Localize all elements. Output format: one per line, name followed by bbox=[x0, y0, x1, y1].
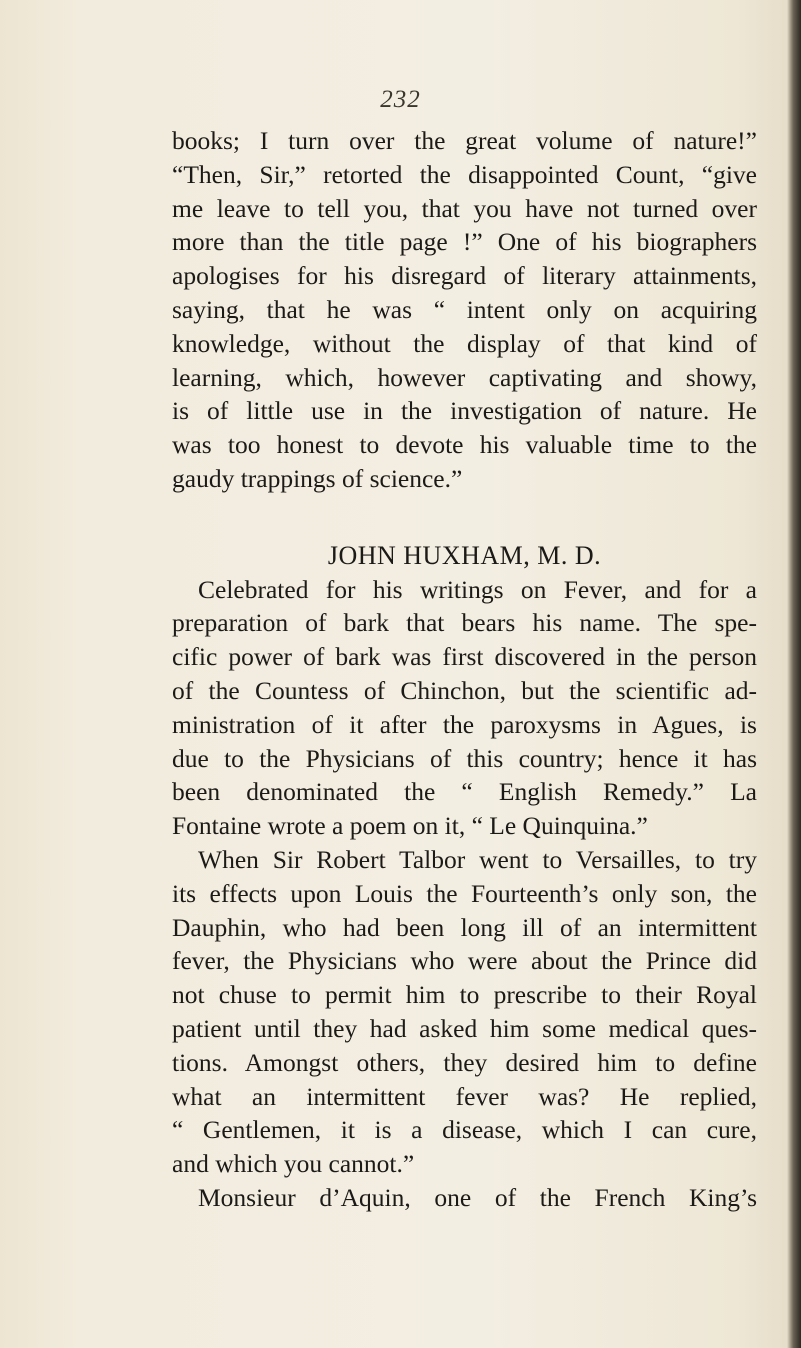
text-line: Monsieur d’Aquin, one of the French King’s bbox=[198, 1182, 757, 1212]
text-line: “ Gentlemen, it is a disease, which I can cure, bbox=[172, 1115, 757, 1145]
text-line: ministration of it after the paroxysms in Agues, is bbox=[172, 709, 757, 739]
section-heading: JOHN HUXHAM, M. D. bbox=[327, 540, 602, 570]
text-line: been denominated the “ English Remedy.” La bbox=[172, 777, 757, 807]
text-line: me leave to tell you, that you have not turned over bbox=[172, 193, 757, 223]
text-line: what an intermittent fever was? He replied, bbox=[172, 1081, 757, 1111]
text-line: knowledge, without the display of that kind of bbox=[172, 328, 757, 358]
text-line: due to the Physicians of this country; hence it has bbox=[172, 743, 757, 773]
text-line: Celebrated for his writings on Fever, and for a bbox=[198, 574, 757, 604]
text-line: When Sir Robert Talbor went to Versailles, to try bbox=[198, 844, 757, 874]
text-line: of the Countess of Chinchon, but the scientific ad- bbox=[172, 675, 757, 705]
text-line: not chuse to permit him to prescribe to their Royal bbox=[172, 980, 757, 1010]
text-line: is of little use in the investigation of nature. He bbox=[172, 396, 757, 426]
text-line: learning, which, however captivating and showy, bbox=[172, 362, 757, 392]
text-line: apologises for his disregard of literary attainments, bbox=[172, 261, 757, 291]
text-line: its effects upon Louis the Fourteenth’s only son, the bbox=[172, 878, 757, 908]
text-line: books; I turn over the great volume of nature!” bbox=[172, 126, 757, 155]
text-line: saying, that he was “ intent only on acquiring bbox=[172, 294, 757, 324]
text-line: cific power of bark was first discovered in the person bbox=[172, 642, 757, 672]
text-line: gaudy trappings of science.” bbox=[172, 463, 463, 493]
text-line: tions. Amongst others, they desired him to define bbox=[172, 1047, 757, 1077]
text-line: was too honest to devote his valuable time to the bbox=[172, 430, 757, 460]
page-edge-shadow bbox=[787, 0, 801, 1348]
text-line: and which you cannot.” bbox=[172, 1149, 415, 1179]
text-line: fever, the Physicians who were about the Prince did bbox=[172, 946, 757, 976]
text-line: patient until they had asked him some medical ques- bbox=[172, 1013, 757, 1043]
page-number: 232 bbox=[380, 86, 421, 113]
body-text bbox=[172, 124, 757, 1215]
text-line: “Then, Sir,” retorted the disappointed Count, “give bbox=[172, 159, 757, 189]
text-line: preparation of bark that bears his name. The spe- bbox=[172, 608, 757, 638]
text-line: Dauphin, who had been long ill of an intermittent bbox=[172, 912, 757, 942]
text-line: Fontaine wrote a poem on it, “ Le Quinquina.” bbox=[172, 811, 648, 841]
text-line: more than the title page !” One of his biographers bbox=[172, 227, 757, 257]
